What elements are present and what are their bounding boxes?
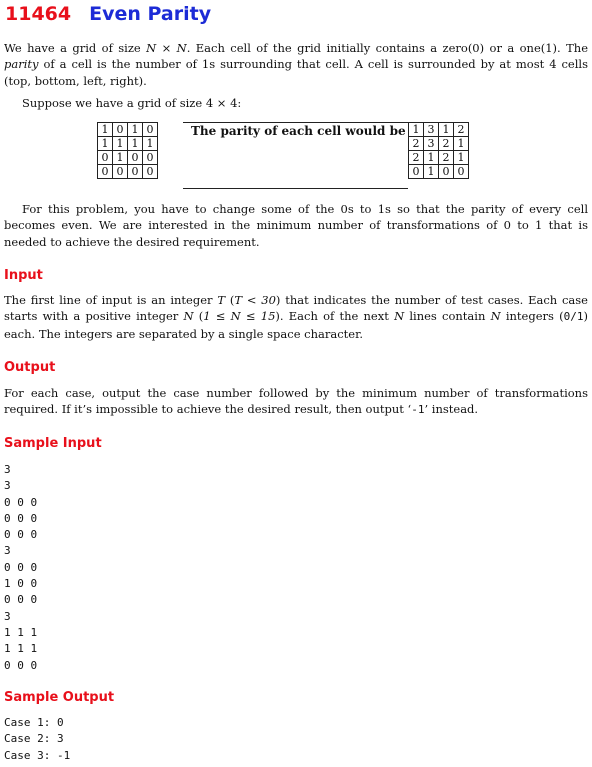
grid-cell: 3 [424,137,439,151]
grid-cell: 1 [409,123,424,137]
grid-row [98,165,158,179]
example-grid-input [97,122,158,179]
grid-cell: 1 [454,137,469,151]
grid-cell: 2 [409,151,424,165]
grid-cell: 0 [454,165,469,179]
sample-output-heading: Sample Output [4,690,115,705]
grid-cell: 0 [113,123,128,137]
text: ’ instead. [424,402,479,417]
math: N [394,309,405,324]
grid-row [98,151,158,165]
math: T < 30 [234,293,276,307]
grid-cell: 0 [143,165,158,179]
grid-row [98,137,158,151]
math: N × N [146,41,187,55]
sample-input-heading: Sample Input [4,436,102,451]
problem-number: 11464 [5,3,72,25]
grid-row [409,123,469,137]
grid-cell: 1 [128,137,143,151]
text: lines contain [404,309,491,324]
math: N [490,309,501,324]
math: T [217,293,226,307]
grid-cell: 1 [424,165,439,179]
emphasis: parity [4,57,39,72]
grid-cell: 1 [424,151,439,165]
grid-cell: 0 [113,165,128,179]
output-description [4,385,588,419]
text: For each case, output the case number followed by the minimum number of transformations required. If it’s impossible to achieve the desired result, then output ‘ [4,386,588,417]
text: integers ( [500,309,564,324]
grid-row [409,165,469,179]
code: -1 [411,403,425,417]
statement-paragraph-1 [4,40,588,89]
sample-output-block: Case 1: 0 Case 2: 3 Case 3: -1 [4,716,71,762]
grid-row [98,123,158,137]
grid-cell: 0 [143,123,158,137]
text: The first line of input is an integer [4,293,218,307]
grid-cell: 1 [128,123,143,137]
grid-cell: 1 [98,137,113,151]
grid-cell: 2 [439,151,454,165]
grid-cell: 0 [439,165,454,179]
text: ). Each of the next [275,309,395,324]
grid-cell: 1 [113,137,128,151]
grid-cell: 1 [98,123,113,137]
output-heading: Output [4,360,56,375]
grid-row [409,151,469,165]
math: 1 ≤ N ≤ 15 [203,309,276,324]
grid-cell: 0 [409,165,424,179]
grid-cell: 0 [128,151,143,165]
divider [183,188,408,189]
text: ) each. The integers are separated by a single space character. [4,309,588,341]
text: ( [193,309,204,324]
grid-cell: 2 [409,137,424,151]
grid-cell: 1 [113,151,128,165]
grid-cell: 0 [98,165,113,179]
text: of a cell is the number of 1s surrounding that cell. A cell is surrounded by at most 4 cells (top, bottom, left, right). [4,57,588,88]
grid-cell: 2 [439,137,454,151]
grid-cell: 1 [439,123,454,137]
grid-row [409,137,469,151]
example-label: The parity of each cell would be [191,124,406,138]
grid-cell: 2 [454,123,469,137]
problem-title [5,2,211,26]
problem-name: Even Parity [89,3,212,25]
text: . Each cell of the grid initially contains a zero(0) or a one(1). The [186,41,588,55]
example-grid-parity [408,122,469,179]
grid-cell: 0 [128,165,143,179]
math: N [183,309,194,324]
text: We have a grid of size [4,41,147,55]
code: 0/1 [563,310,584,324]
grid-cell: 1 [454,151,469,165]
statement-paragraph-3: For this problem, you have to change some of the 0s to 1s so that the parity of every cell becomes even. We are interested in the minimum number of transformations of 0 to 1 that is needed to achieve the desired requirement. [4,202,588,249]
grid-cell: 3 [424,123,439,137]
sample-input-block: 3 3 0 0 0 0 0 0 0 0 0 3 0 0 0 1 0 0 0 0 0 3 1 1 1 1 1 1 0 0 0 [4,463,38,672]
input-heading: Input [4,268,43,283]
divider [183,122,408,123]
text: ( [225,293,235,307]
text: ) that indicates the number of test cases. Each case starts with a positive integer [4,293,588,324]
input-description [4,292,588,342]
statement-paragraph-2: Suppose we have a grid of size 4 × 4: [22,96,242,110]
grid-cell: 0 [143,151,158,165]
grid-cell: 0 [98,151,113,165]
grid-cell: 1 [143,137,158,151]
